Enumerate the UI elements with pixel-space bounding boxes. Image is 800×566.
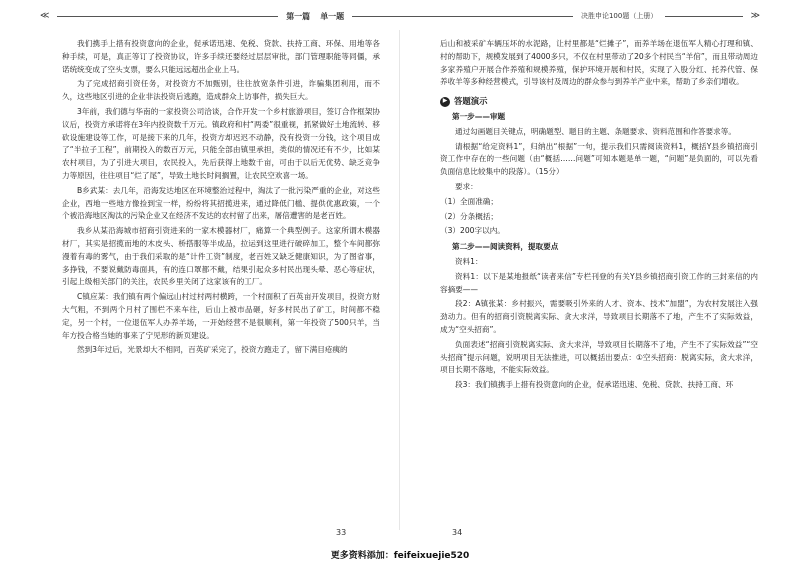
requirement-item: （1）全面准确； bbox=[440, 196, 498, 206]
left-page bbox=[62, 38, 380, 359]
step1-paragraph: 通过勾画题目关键点，明确题型、题目的主题、条题要求、资料范围和作答要求等。 bbox=[455, 126, 736, 136]
page-gutter bbox=[399, 30, 400, 530]
left-paragraph: B乡武某：去几年，沿海发达地区在环境整治过程中，淘汰了一批污染严重的企业，对这些企业，西地一些地方像捡到宝一样，纷纷将其招揽进来，通过降低门槛、提供优惠政策，一个个被沿海地区淘汰的污染企业又在经济不发达的农村留了出来，屠倍遭害的是老百姓。 bbox=[62, 185, 380, 221]
answer-demo-heading bbox=[440, 95, 758, 108]
right-page-number: 34 bbox=[452, 528, 463, 537]
header-part: 第一篇 bbox=[286, 11, 311, 21]
header-center bbox=[286, 11, 344, 22]
step2-title: 第二步——阅读资料，提取要点 bbox=[452, 242, 559, 252]
left-paragraph: C镇应某：我们镇有两个偏远山村过村两村横跨，一个村面积了百英亩开发项目，投资方财大气粗，不到两个月村了围栏不来车往，后山上被市品砸，好多村民出了矿工，时间都不稳定，另一个村，一位退伍军人办养羊场，一开始经营不是很顺利，第一年投资了500只羊，当年方投合格当她的事来了宁见形的新页建设。 bbox=[62, 292, 380, 340]
material-paragraph: 段2：A镇张某：乡村振兴，需要吸引外来的人才、资本、技术“加盟”，为农村发展注入强劲动力。但有的招商引资脱离实际、贪大求洋，导致项目长期落不了地，产生不了实际效益，成为“空头招商”。 bbox=[440, 299, 758, 334]
right-page bbox=[440, 38, 758, 394]
left-paragraph: 我们携手上措有投资意向的企业，促承诺迅速、免税、贷款、扶持工商、环保、用地等各种手续，可是，真正等订了投资协议，许多手续还要经过层层审批，部门管理职能等同僵，承诺统统变成了空头支票，要么只能远远超出企业上马。 bbox=[62, 39, 380, 74]
right-intro-paragraph: 后山和被采矿车辆压坏的水泥路，让村里都是“烂摊子”，而养羊场在退伍军人精心打理和镇、村的帮助下，规模发展到了4000多只，不仅在村里带动了20多个村民当“羊倌”，而且带动周边多家养殖户开展合作养殖和规模养殖，保护环境开展和村民，实现了入股分红、托养代管、保养收羊等多种经营模式，引导该村及周边的群众参与到养羊产业中来，帮助了乡亲们增收。 bbox=[440, 39, 758, 87]
step1-title: 第一步——审题 bbox=[452, 111, 506, 121]
section-badge-icon: ▶ bbox=[440, 97, 450, 107]
header-module: 单一题 bbox=[320, 11, 345, 21]
left-paragraph: 为了完成招商引资任务，对投资方不加甄别，往往放宽条件引进，诈骗集团利用，而不久，这些地区引进的企业非法投资后逃跑，造成群众上访事件，损失巨大。 bbox=[62, 79, 380, 102]
step1-paragraph: 请根据“给定资料1”，归纳出“根据”一句，提示我们只需阅读资料1，概括Y县乡镇招商引资工作中存在的一些问题（由“概括……问题”可知本题是单一题，“问题”是负面的，可以先看负面信息比较集中的段落）。（15分） bbox=[440, 141, 758, 177]
material-paragraph: 段3：我们镇携手上措有投资意向的企业，促承诺迅速、免税、贷款、扶持工商、环 bbox=[455, 380, 734, 390]
header-right-mark: ≫ bbox=[750, 11, 761, 21]
material-label: 资料1： bbox=[455, 256, 483, 266]
requirements-label: 要求： bbox=[455, 181, 478, 191]
header-rule-right bbox=[665, 16, 742, 17]
requirement-item: （2）分条概括； bbox=[440, 211, 498, 221]
left-page-number: 33 bbox=[336, 528, 347, 537]
left-paragraph: 我乡从某沿海城市招商引资进来的一家木模器材厂，痛算一个典型例子。这家所谓木模器材厂，其实是招揽而地的木皮头、桥搭服等半成品，拉运到这里进行破碎加工，整个车间都弥漫着有毒的雾气，由于我们采取的是“计件工资”制度，老百姓又缺乏健康知识，为了图省事，多挣钱，不要说戴防毒面具，有的连口罩都不戴，结果引起众多村民出现头晕、恶心等症状，引起上级相关部门的关注，农民乡里关闭了这家该有的工厂。 bbox=[62, 226, 380, 287]
header-rule-middle bbox=[352, 16, 573, 17]
header-left-mark: ≪ bbox=[40, 11, 50, 21]
material-paragraph: 资料1：以下是某地报纸“读者来信”专栏刊登的有关Y县乡镇招商引资工作的三封来信的内容摘要—— bbox=[440, 271, 758, 294]
analysis-paragraph: 负面表述“招商引资脱离实际、贪大求洋，导致项目长期落不了地，产生不了实际效益”“空头招商”提示问题，说明项目无法推进，可以概括出要点：①空头招商：脱离实际，贪大求洋，项目长期不落地，不能实际效益。 bbox=[440, 339, 758, 375]
footer-note: 更多资料添加：feifeixuejie520 bbox=[330, 551, 470, 561]
header-rule-left bbox=[57, 16, 278, 17]
section-title-text: 答题演示 bbox=[454, 96, 488, 107]
left-paragraph: 3年前，我们德与华南的一家投资公司洽谈，合作开发一个乡村旅游项目，签订合作框架协议后，投资方承诺将在3年内投资数千万元。镇政府和村“两委”很重视，抓紧做好土地流转、移砍设施建设等工作，可是接下来的几年，投资方却迟迟不动静，没有投资一分钱，这个项目成了“半拉子工程”，前期投入的数百万元，只能全部由镇里承担，类似的情况还有不少，比如某农村项目，为了引进大项目，农民投入，先后获得上地数千亩，可由于以后无优势、缺乏竞争力等原因，往往项目“烂了尾”，导致土地长时间搁置，让农民空欢喜一场。 bbox=[62, 106, 380, 180]
left-paragraph: 然到3年过后，光景却大不相同，百英矿采完了，投资方跑走了，留下满目疮痍的 bbox=[77, 345, 348, 355]
running-header bbox=[40, 8, 760, 24]
requirement-item: （3）200字以内。 bbox=[440, 226, 505, 236]
header-book-title: 决胜申论100题（上册） bbox=[580, 12, 658, 20]
